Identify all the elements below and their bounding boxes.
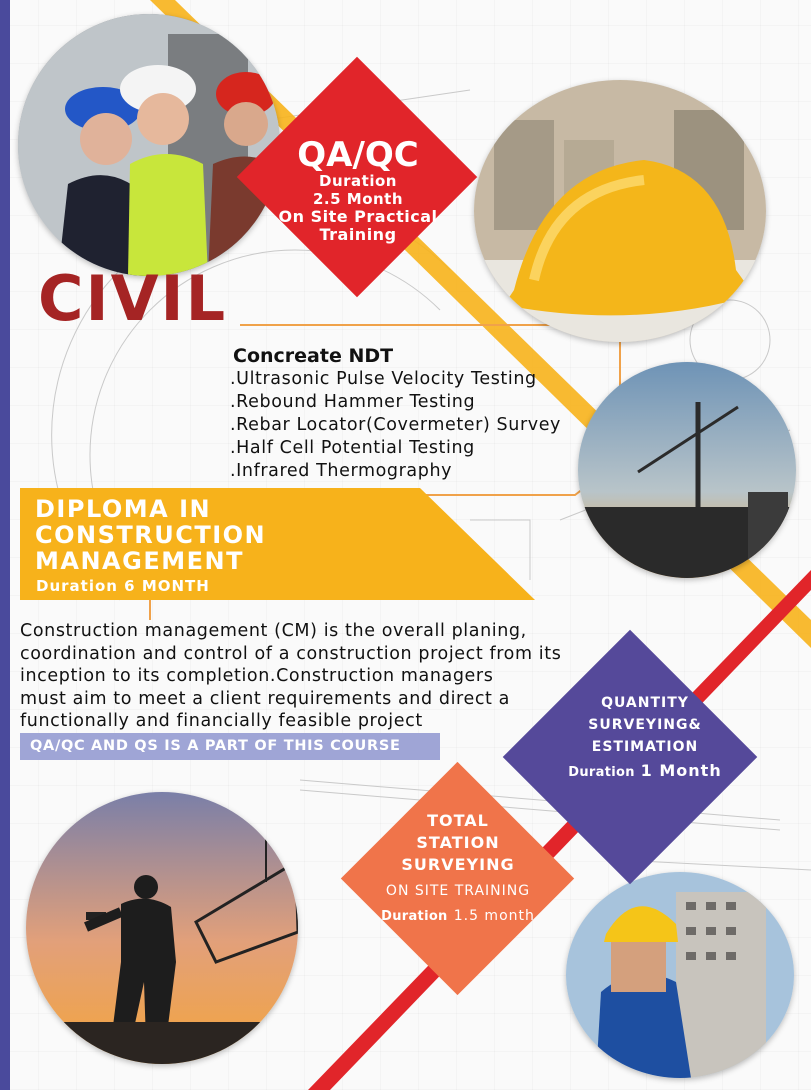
diploma-line2: CONSTRUCTION: [35, 521, 267, 549]
engineers-photo: [18, 14, 280, 276]
qaqc-duration-value: 2.5 Month: [312, 190, 404, 208]
ts-duration: [358, 906, 558, 926]
diploma-line1: DIPLOMA IN: [35, 495, 212, 523]
qs-line1: QUANTITY: [601, 695, 689, 711]
course-note-text: QA/QC AND QS IS A PART OF THIS COURSE: [30, 738, 401, 754]
qs-line3: ESTIMATION: [591, 739, 699, 755]
qaqc-line3: On Site Practical: [278, 207, 438, 226]
description-line: Construction management (CM) is the overall planing,: [20, 621, 527, 641]
ndt-item: .Half Cell Potential Testing: [230, 438, 475, 458]
ndt-item: .Infrared Thermography: [230, 461, 453, 481]
description-line: inception to its completion.Construction managers: [20, 666, 494, 686]
qs-line2: SURVEYING&: [588, 717, 702, 733]
qs-duration-label: Duration: [568, 765, 635, 780]
ndt-heading: Concreate NDT: [233, 345, 394, 367]
description-line: must aim to meet a client requirements and direct a: [20, 688, 510, 709]
civil-heading: CIVIL: [38, 262, 228, 335]
helmet-photo: [474, 80, 766, 342]
qaqc-title: QA/QC: [297, 135, 419, 175]
ts-line4: ON SITE TRAINING: [385, 883, 531, 899]
qaqc-duration-label: Duration: [319, 172, 397, 190]
ndt-item: .Rebar Locator(Covermeter) Survey: [230, 415, 562, 435]
description-line: coordination and control of a construction project from its: [20, 643, 562, 664]
qs-duration: [560, 760, 730, 784]
ts-line2: STATION: [416, 833, 500, 852]
ts-duration-value: 1.5 month: [453, 908, 535, 924]
crane-photo: [578, 362, 796, 578]
ts-duration-label: Duration: [381, 909, 448, 924]
left-sidebar-stripe: [0, 0, 10, 1090]
ts-line3: SURVEYING: [401, 855, 515, 874]
diploma-line3: MANAGEMENT: [35, 547, 244, 575]
qs-duration-value: 1 Month: [640, 761, 722, 780]
ts-line1: TOTAL: [427, 811, 489, 830]
description-line: functionally and financially feasible project: [20, 711, 423, 731]
worker-silhouette-photo: [26, 792, 298, 1064]
ndt-item: .Rebound Hammer Testing: [230, 392, 476, 412]
diploma-duration: Duration 6 MONTH: [36, 577, 210, 595]
qaqc-line4: Training: [319, 225, 397, 244]
ndt-item: .Ultrasonic Pulse Velocity Testing: [230, 369, 537, 389]
worker-helmet-photo: [566, 872, 794, 1078]
